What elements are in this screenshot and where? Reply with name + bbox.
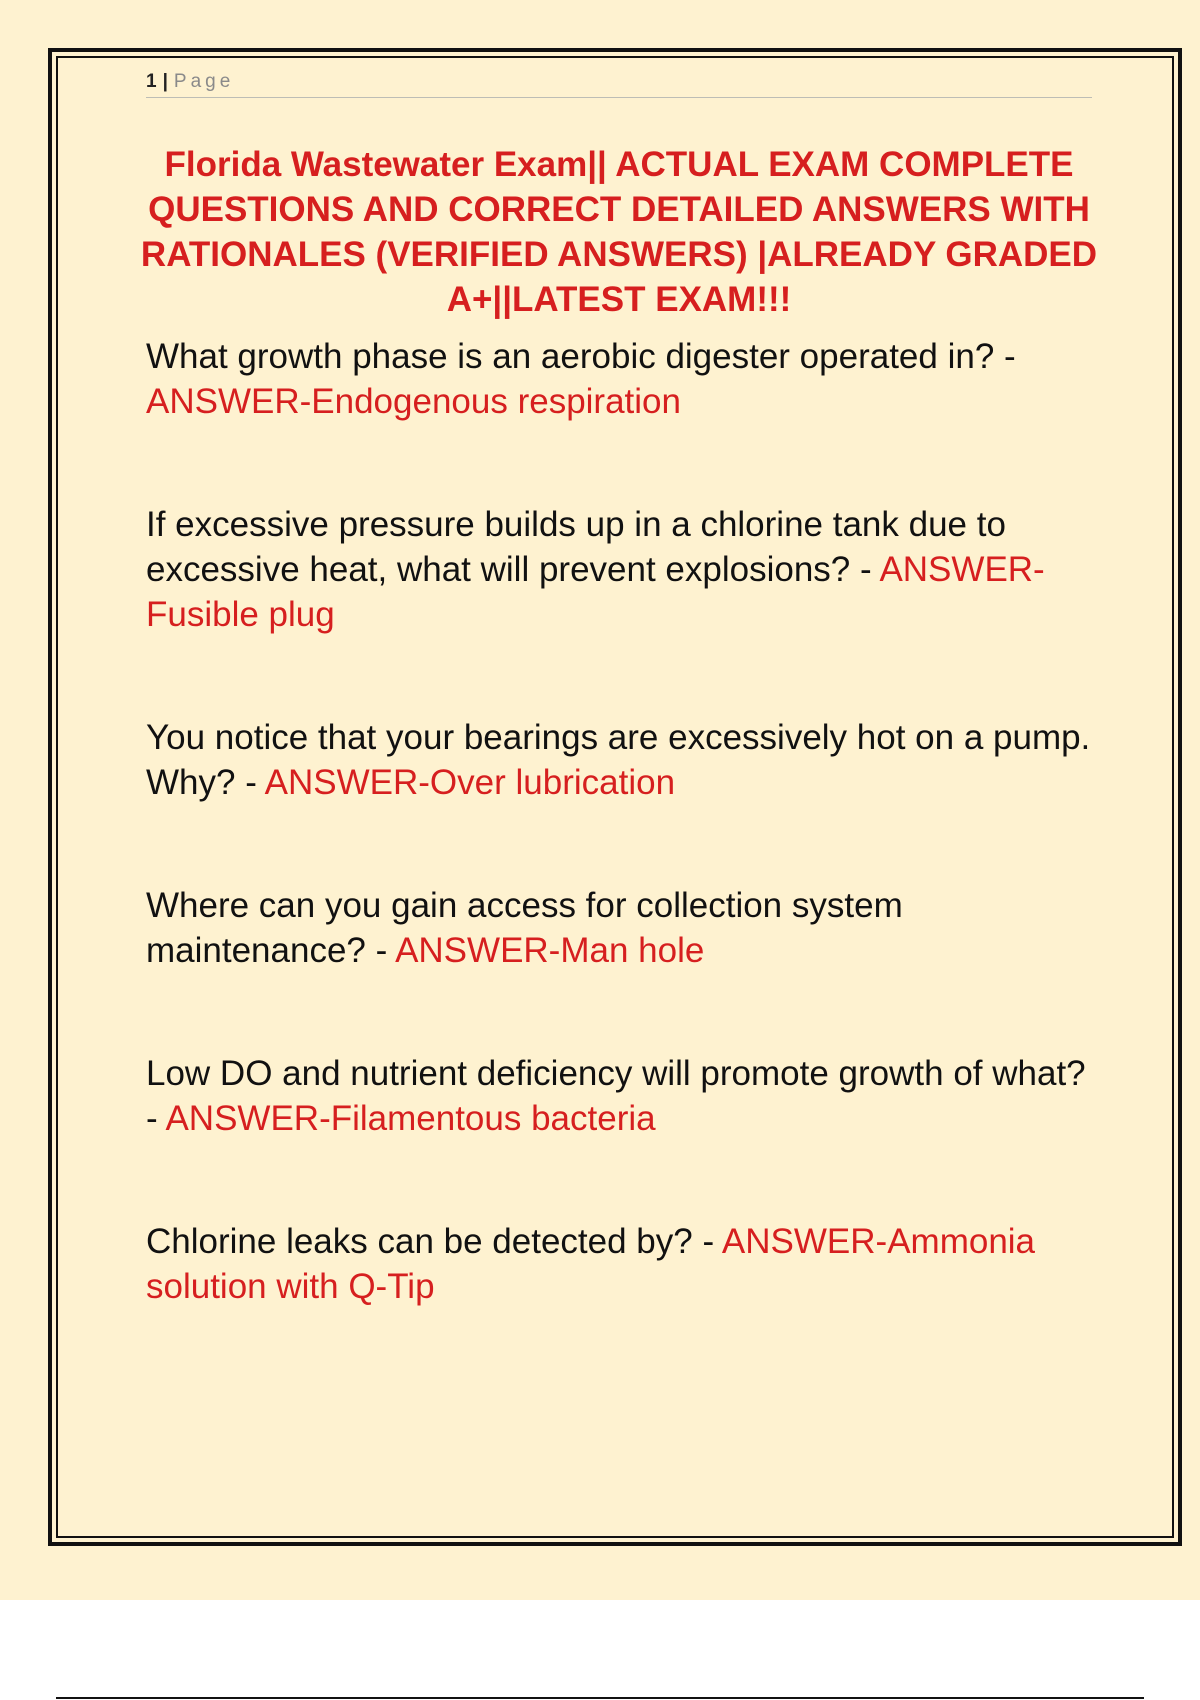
question-text: Chlorine leaks can be detected by? - xyxy=(146,1222,715,1261)
answer-text: ANSWER-Endogenous respiration xyxy=(146,382,681,421)
next-page-top-rule xyxy=(56,1697,1144,1699)
question-text: What growth phase is an aerobic digester operated in? - xyxy=(146,337,1016,376)
page-header xyxy=(146,72,1092,98)
qa-item xyxy=(146,334,1092,424)
answer-text: ANSWER-Man hole xyxy=(395,931,705,970)
question-text: Where can you gain access for collection system maintenance? - xyxy=(146,886,903,970)
question-text: You notice that your bearings are excessively hot on a pump. Why? - xyxy=(146,718,1091,802)
qa-item xyxy=(146,883,1092,973)
answer-text: ANSWER-Fusible plug xyxy=(146,550,1045,634)
answer-text: ANSWER-Filamentous bacteria xyxy=(165,1099,656,1138)
page-content xyxy=(140,71,1098,1387)
page-number-separator: | xyxy=(162,71,168,92)
qa-item xyxy=(146,1219,1092,1309)
question-text: If excessive pressure builds up in a chlorine tank due to excessive heat, what will prevent explosions? - xyxy=(146,505,1006,589)
question-text: Low DO and nutrient deficiency will promote growth of what? - xyxy=(146,1054,1086,1138)
page-number: 1 xyxy=(146,71,157,92)
qa-item xyxy=(146,1051,1092,1141)
qa-item xyxy=(146,715,1092,805)
page-label: Page xyxy=(173,71,235,92)
qa-item xyxy=(146,502,1092,637)
document-title: Florida Wastewater Exam|| ACTUAL EXAM COMPLETE QUESTIONS AND CORRECT DETAILED ANSWERS WITH RATIONALES (VERIFIED ANSWERS) |ALREADY GRADED A+||LATEST EXAM!!! xyxy=(140,145,1098,319)
answer-text: ANSWER-Over lubrication xyxy=(264,763,676,802)
answer-text: ANSWER-Ammonia solution with Q-Tip xyxy=(146,1222,1036,1306)
qa-list xyxy=(146,334,1092,1309)
